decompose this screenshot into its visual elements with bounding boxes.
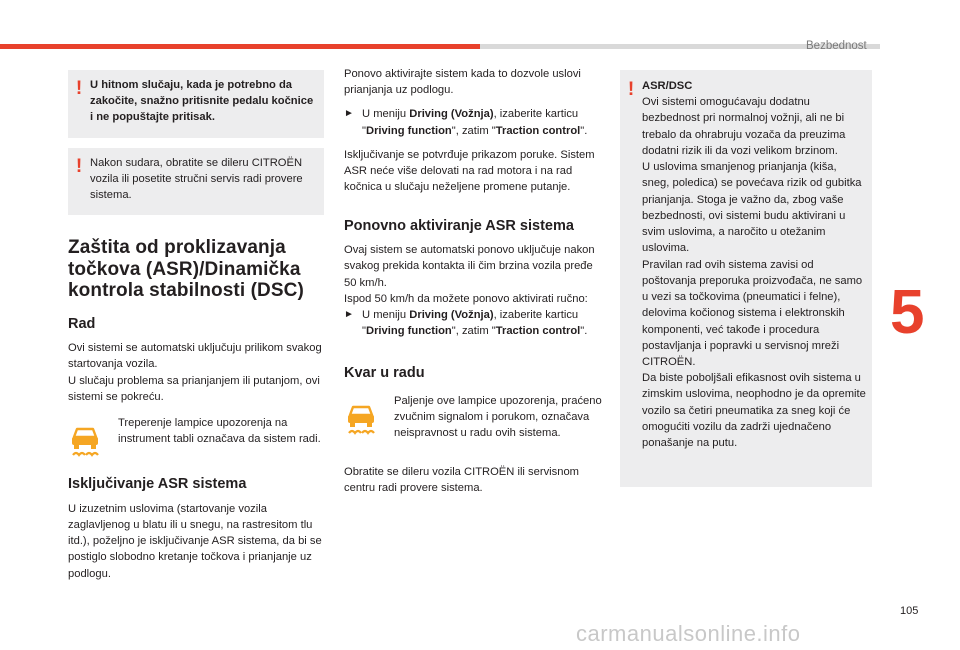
section-title: Bezbednost — [806, 40, 867, 52]
asr-paragraph-3: Pravilan rad ovih sistema zavisi od poštovanja preporuka proizvođača, ne samo u vezi sa točkovima (pneumatici i felne), delovima kočionog sistema i elektronskih komponenti, već takođe i procedura postavljanja i popravki u servisnoj mreži CITROËN. — [642, 258, 863, 368]
bullet-arrow-icon: ► — [344, 308, 354, 320]
text-fragment: U meniju — [362, 308, 410, 321]
heading-fault: Kvar u radu — [344, 365, 425, 382]
heading-rad: Rad — [68, 315, 96, 332]
asr-paragraph-2: U uslovima smanjenog prianjanja (kiša, sneg, poledica) se povećava rizik od gubitka prianjanja. Stoga je važno da, zbog vaše bezbednosti, ovi sistemi budu aktivirani u svim uslovima, a naročito u otežanim uslovima. — [642, 161, 862, 255]
asr-box-title: ASR/DSC — [642, 80, 693, 92]
text-fragment: ". — [580, 325, 588, 338]
text-fragment: ", zatim " — [451, 124, 496, 137]
menu-instruction-text — [362, 307, 602, 339]
traction-fault-lamp-icon — [344, 393, 394, 440]
menu-instruction-1 — [344, 106, 602, 138]
confirm-text: Isključivanje se potvrđuje prikazom poruke. Sistem ASR neće više delovati na rad motora i na rad kočnica u slučaju neželjene promene putanje. — [344, 148, 595, 194]
page-number: 105 — [900, 605, 919, 617]
header-accent-bar — [0, 44, 480, 49]
warning-text: Nakon sudara, obratite se dileru CITROËN vozila ili posetite stručni servis radi provere sistema. — [90, 156, 303, 202]
warning-exclamation-icon: ! — [75, 78, 83, 99]
warning-exclamation-icon: ! — [627, 79, 635, 100]
tab-name: Driving function — [365, 325, 452, 338]
heading-auto-reactivation: Ponovno aktiviranje ASR sistema — [344, 217, 574, 234]
warning-box-collision — [68, 148, 324, 216]
menu-name: Driving (Vožnja) — [409, 108, 494, 121]
asr-info-box — [620, 70, 872, 487]
iskljucivanje-text: U izuzetnim uslovima (startovanje vozila zaglavljenog u blatu ili u snegu, na rastresitom tlu itd.), poželjno je isključivanje ASR sistema, da bi se postiglo slobodno kretanje točkova i prianjanje uz podlogu. — [68, 502, 322, 580]
watermark: carmanualsonline.info — [576, 621, 801, 646]
rad-line-1: Ovi sistemi se automatski uključuju prilikom svakog startovanja vozila. — [68, 342, 322, 371]
warning-exclamation-icon: ! — [75, 155, 83, 177]
warning-box-emergency — [68, 70, 324, 138]
bullet-arrow-icon: ► — [344, 108, 354, 120]
text-fragment: ". — [580, 124, 588, 137]
menu-name: Driving (Vožnja) — [409, 308, 494, 321]
text-fragment: U meniju — [362, 108, 410, 121]
heading-iskljucivanje: Isključivanje ASR sistema — [68, 476, 247, 493]
asr-paragraph-4: Da biste poboljšali efikasnost ovih sistema u zimskim uslovima, neophodno je da opremite vozilo sa četiri pneumatika za sneg koji će omogućiti vozilu da zadrži ujednačeno ponašanje na putu. — [642, 372, 866, 450]
text-fragment: , izaberite karticu " — [362, 108, 579, 137]
fault-lamp-text: Paljenje ove lampice upozorenja, praćeno zvučnim signalom i porukom, označava neispravnost u radu ovih sistema. — [394, 394, 602, 440]
text-fragment: , izaberite karticu " — [362, 308, 579, 338]
fault-lamp-row — [344, 393, 602, 442]
item-name: Traction control — [495, 124, 581, 137]
column-middle — [344, 66, 602, 504]
chapter-number: 5 — [890, 278, 925, 347]
tab-name: Driving function — [365, 124, 452, 137]
reactivate-text: Ponovo aktivirajte sistem kada to dozvole uslovi prianjanja uz podlogu. — [344, 68, 581, 97]
auto-line-2: Ispod 50 km/h da možete ponovo aktivirati ručno: — [344, 292, 588, 305]
asr-paragraph-1: Ovi sistemi omogućavaju dodatnu bezbednost pri normalnoj vožnji, ali ne bi trebalo da ohrabruju vozača da preuzima dodatni rizik ili da vozi velikom brzinom. — [642, 96, 846, 157]
paragraph — [344, 242, 602, 307]
lamp-info-row — [68, 415, 324, 462]
menu-instruction-2 — [344, 307, 602, 339]
auto-line-1: Ovaj sistem se automatski ponovo uključuje nakon svakog prekida kontakta ili čim brzina vozila pređe 50 km/h. — [344, 244, 595, 289]
fault-service-text: Obratite se dileru vozila CITROËN ili servisnom centru radi provere sistema. — [344, 465, 580, 494]
menu-instruction-text — [362, 106, 602, 138]
lamp-info-text: Treperenje lampice upozorenja na instrument tabli označava da sistem radi. — [118, 417, 321, 446]
column-right — [620, 70, 872, 487]
paragraph — [68, 340, 324, 405]
rad-line-2: U slučaju problema sa prianjanjem ili putanjom, ovi sistemi se pokreću. — [68, 374, 320, 403]
main-title: Zaštita od proklizavanja točkova (ASR)/Dinamička kontrola stabilnosti (DSC) — [68, 237, 304, 302]
item-name: Traction control — [495, 325, 581, 338]
column-left — [68, 70, 324, 590]
text-fragment: ", zatim " — [451, 325, 496, 338]
traction-warning-lamp-icon — [68, 415, 118, 462]
warning-text: U hitnom slučaju, kada je potrebno da zakočite, snažno pritisnite pedalu kočnice i ne popuštajte pritisak. — [90, 79, 314, 124]
